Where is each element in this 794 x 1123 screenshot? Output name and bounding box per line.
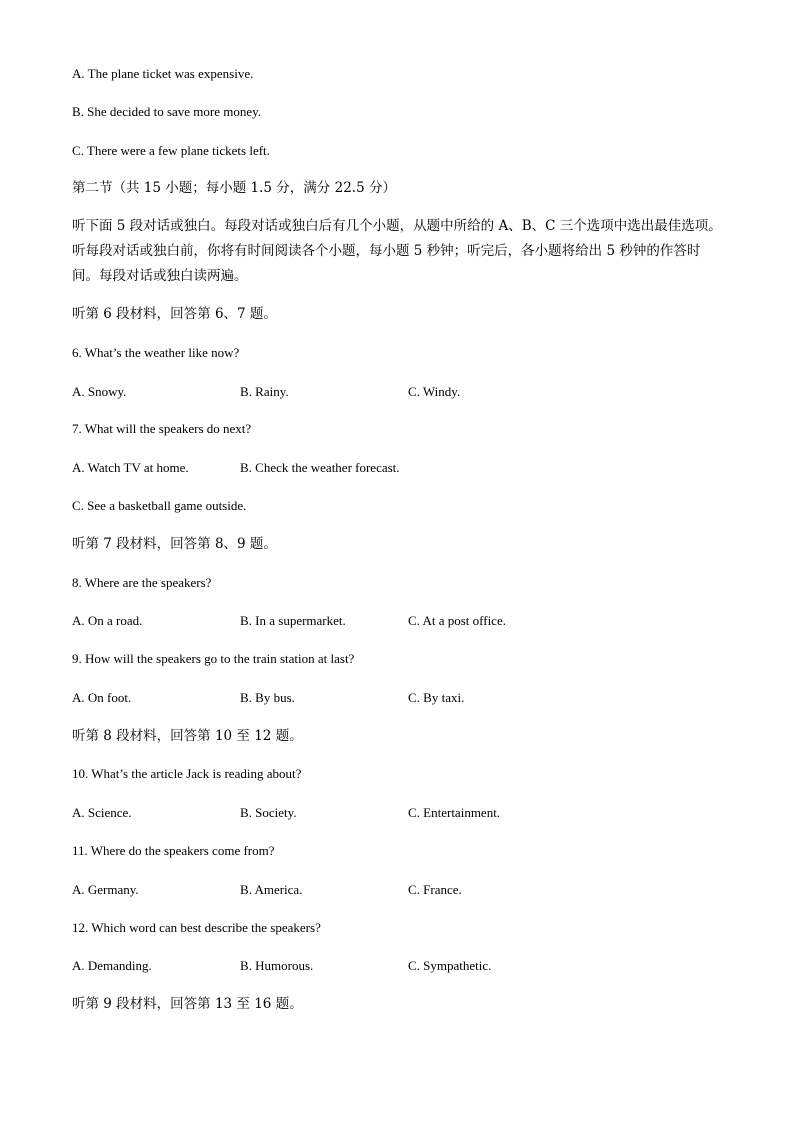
- group-6-heading: 听第 6 段材料，回答第 6、7 题。: [72, 306, 277, 322]
- question-9-option-c: C. By taxi.: [408, 690, 465, 705]
- section-instructions: [72, 214, 732, 289]
- question-7-option-c: C. See a basketball game outside.: [72, 498, 247, 513]
- question-11-option-a: A. Germany.: [72, 882, 139, 897]
- question-11-option-b: B. America.: [240, 882, 303, 897]
- question-12-stem: 12. Which word can best describe the speakers?: [72, 920, 321, 935]
- question-10-stem: 10. What’s the article Jack is reading about?: [72, 766, 302, 781]
- prev-option-a: A. The plane ticket was expensive.: [72, 66, 254, 81]
- section-heading: 第二节（共 15 小题；每小题 1.5 分，满分 22.5 分）: [72, 180, 396, 196]
- question-7-option-b: B. Check the weather forecast.: [240, 460, 400, 475]
- question-12-option-b: B. Humorous.: [240, 958, 314, 973]
- prev-option-b: B. She decided to save more money.: [72, 104, 262, 119]
- question-10-option-b: B. Society.: [240, 805, 297, 820]
- question-7-option-a: A. Watch TV at home.: [72, 460, 189, 475]
- question-9-option-b: B. By bus.: [240, 690, 295, 705]
- group-9-heading: 听第 9 段材料，回答第 13 至 16 题。: [72, 996, 303, 1012]
- question-12-option-a: A. Demanding.: [72, 958, 152, 973]
- question-8-option-a: A. On a road.: [72, 613, 143, 628]
- instructions-line-2: 听每段对话或独白前，你将有时间阅读各个小题，每小题 5 秒钟；听完后，各小题将给出 5 秒钟的作答时: [72, 243, 701, 259]
- question-7-stem: 7. What will the speakers do next?: [72, 421, 252, 436]
- question-6-stem: 6. What’s the weather like now?: [72, 345, 240, 360]
- question-9-option-a: A. On foot.: [72, 690, 132, 705]
- prev-option-c: C. There were a few plane tickets left.: [72, 143, 270, 158]
- question-10-option-a: A. Science.: [72, 805, 132, 820]
- question-6-option-b: B. Rainy.: [240, 384, 289, 399]
- question-10-option-c: C. Entertainment.: [408, 805, 501, 820]
- instructions-line-3: 间。每段对话或独白读两遍。: [72, 268, 248, 284]
- question-8-option-c: C. At a post office.: [408, 613, 506, 628]
- question-9-stem: 9. How will the speakers go to the train station at last?: [72, 651, 355, 666]
- question-11-stem: 11. Where do the speakers come from?: [72, 843, 275, 858]
- group-7-heading: 听第 7 段材料，回答第 8、9 题。: [72, 536, 277, 552]
- question-6-option-c: C. Windy.: [408, 384, 461, 399]
- instructions-line-1: 听下面 5 段对话或独白。每段对话或独白后有几个小题，从题中所给的 A、B、C 三个选项中选出最佳选项。: [72, 218, 722, 234]
- question-11-option-c: C. France.: [408, 882, 462, 897]
- question-12-option-c: C. Sympathetic.: [408, 958, 492, 973]
- question-8-option-b: B. In a supermarket.: [240, 613, 346, 628]
- group-8-heading: 听第 8 段材料，回答第 10 至 12 题。: [72, 728, 303, 744]
- question-8-stem: 8. Where are the speakers?: [72, 575, 212, 590]
- question-6-option-a: A. Snowy.: [72, 384, 127, 399]
